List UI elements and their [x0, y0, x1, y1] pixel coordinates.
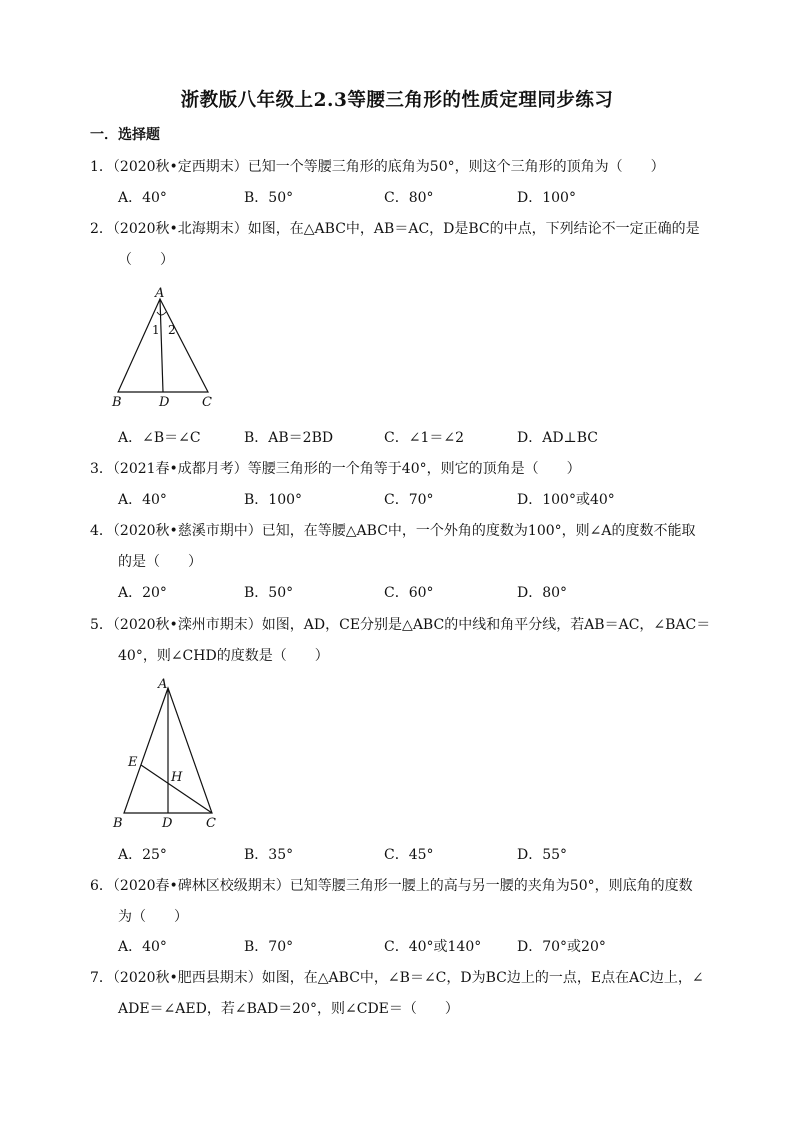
question-5-text-cont: 40°，则∠CHD的度数是（ ） — [118, 648, 329, 664]
question-6-text-cont: 为（ ） — [118, 909, 188, 925]
q5-option-a[interactable]: A．25° — [118, 847, 167, 863]
question-7-text: 7．（2020秋•肥西县期末）如图，在△ABC中，∠B＝∠C，D为BC边上的一点，E点在AC边上，∠ — [90, 970, 704, 986]
q2-option-a[interactable]: A．∠B＝∠C — [118, 430, 201, 446]
q5-option-b[interactable]: B．35° — [244, 847, 294, 863]
section-heading: 一．选择题 — [90, 127, 160, 143]
q4-option-b[interactable]: B．50° — [244, 585, 294, 601]
q3-option-c[interactable]: C．70° — [384, 492, 434, 508]
question-5-text: 5．（2020秋•滦州市期末）如图，AD，CE分别是△ABC的中线和角平分线，若AB＝AC，∠BAC＝ — [90, 617, 711, 633]
question-3-text: 3．（2021春•成都月考）等腰三角形的一个角等于40°，则它的顶角是（ ） — [90, 461, 581, 477]
q2-label-c: C — [202, 395, 212, 410]
q1-option-c[interactable]: C．80° — [384, 190, 434, 206]
q6-option-a[interactable]: A．40° — [118, 939, 167, 955]
q5-label-b: B — [113, 816, 123, 831]
question-2-text-cont: （ ） — [118, 252, 174, 268]
q4-option-d[interactable]: D．80° — [517, 585, 568, 601]
q1-option-a[interactable]: A．40° — [118, 190, 167, 206]
q5-option-d[interactable]: D．55° — [517, 847, 568, 863]
page-title: 浙教版八年级上2.3等腰三角形的性质定理同步练习 — [180, 90, 614, 111]
q2-label-angle-1: 1 — [152, 323, 160, 337]
q1-option-b[interactable]: B．50° — [244, 190, 294, 206]
q2-option-d[interactable]: D．AD⊥BC — [517, 430, 598, 446]
q4-option-a[interactable]: A．20° — [118, 585, 167, 601]
figure-q5-triangle — [104, 672, 228, 838]
q2-option-b[interactable]: B．AB＝2BD — [244, 430, 334, 446]
figure-q2-triangle — [104, 282, 224, 412]
question-2-text: 2．（2020秋•北海期末）如图，在△ABC中，AB＝AC，D是BC的中点，下列结论不一定正确的是 — [90, 221, 700, 237]
q3-option-d[interactable]: D．100°或40° — [517, 492, 615, 508]
q2-option-c[interactable]: C．∠1＝∠2 — [384, 430, 464, 446]
q5-label-h: H — [171, 770, 183, 785]
question-1-text: 1．（2020秋•定西期末）已知一个等腰三角形的底角为50°，则这个三角形的顶角为（ ） — [90, 159, 665, 175]
question-7-text-cont: ADE＝∠AED，若∠BAD＝20°，则∠CDE＝（ ） — [118, 1001, 459, 1017]
q2-label-a: A — [155, 286, 165, 301]
q5-label-c: C — [206, 816, 216, 831]
q1-option-d[interactable]: D．100° — [517, 190, 576, 206]
q6-option-d[interactable]: D．70°或20° — [517, 939, 606, 955]
q5-option-c[interactable]: C．45° — [384, 847, 434, 863]
q2-label-d: D — [159, 395, 170, 410]
q5-label-d: D — [162, 816, 173, 831]
q3-option-a[interactable]: A．40° — [118, 492, 167, 508]
q3-option-b[interactable]: B．100° — [244, 492, 303, 508]
q6-option-c[interactable]: C．40°或140° — [384, 939, 482, 955]
q2-label-angle-2: 2 — [168, 323, 176, 337]
q5-label-a: A — [158, 677, 168, 692]
q5-label-e: E — [128, 755, 138, 770]
q2-label-b: B — [112, 395, 122, 410]
q4-option-c[interactable]: C．60° — [384, 585, 434, 601]
question-6-text: 6．（2020春•碑林区校级期末）已知等腰三角形一腰上的高与另一腰的夹角为50°，则底角的度数 — [90, 878, 693, 894]
question-4-text: 4．（2020秋•慈溪市期中）已知，在等腰△ABC中，一个外角的度数为100°，则∠A的度数不能取 — [90, 523, 696, 539]
q6-option-b[interactable]: B．70° — [244, 939, 294, 955]
question-4-text-cont: 的是（ ） — [118, 554, 202, 570]
